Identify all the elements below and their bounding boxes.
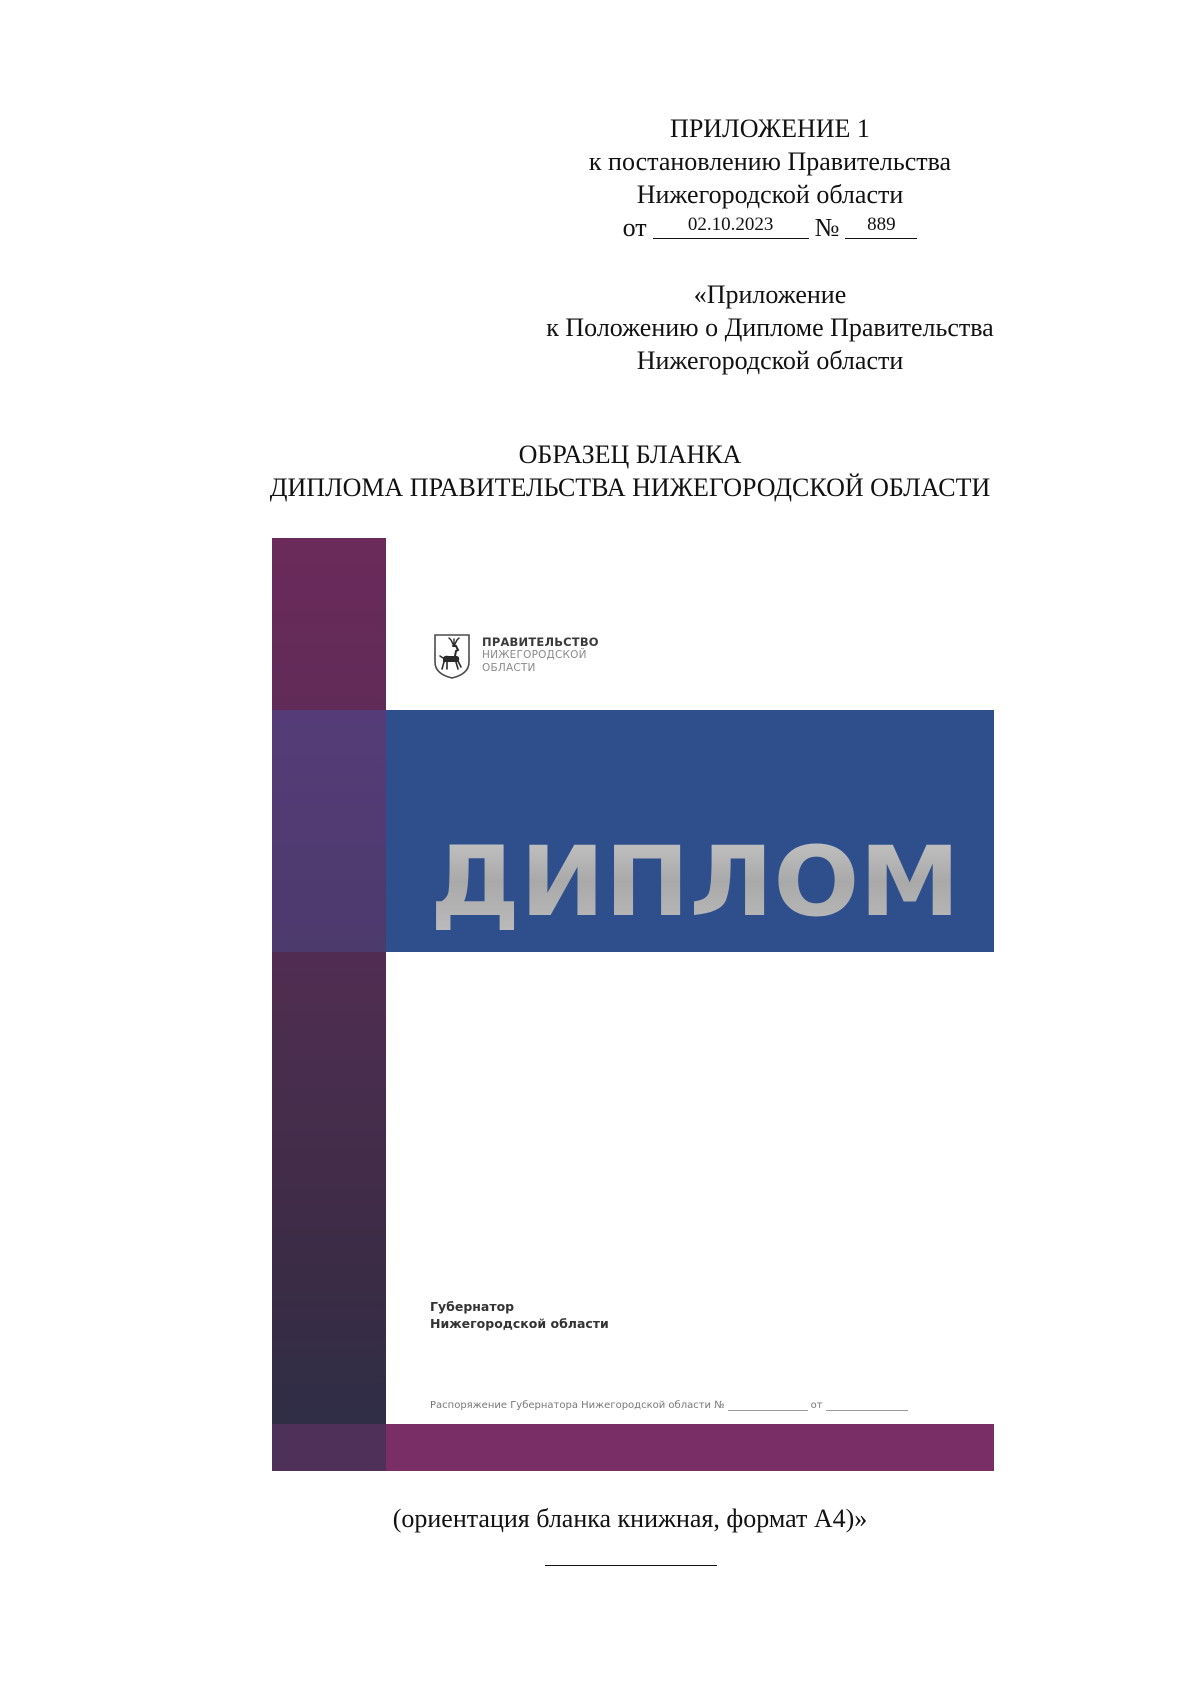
order-date-blank [826, 1400, 908, 1411]
governor-region: Нижегородской области [430, 1316, 609, 1331]
logo-line-oblast: ОБЛАСТИ [482, 662, 536, 674]
governor-order-text: Распоряжение Губернатора Нижегородской области № [430, 1400, 725, 1411]
appendix-title: ПРИЛОЖЕНИЕ 1 [670, 114, 870, 143]
governor-signature-block [430, 1298, 609, 1332]
diploma-left-stripe-band [272, 710, 386, 952]
diploma-left-stripe [272, 538, 386, 1471]
orientation-note: (ориентация бланка книжная, формат А4)» [392, 1504, 868, 1533]
government-logo-text [482, 636, 652, 675]
appendix-header [540, 112, 1000, 244]
logo-line-government: ПРАВИТЕЛЬСТВО [482, 635, 599, 649]
number-field: 889 [845, 214, 917, 239]
order-number-blank [728, 1400, 808, 1411]
deer-emblem-icon [432, 632, 472, 680]
government-logo [432, 632, 642, 682]
number-label: № [814, 213, 840, 242]
order-from-label: от [810, 1400, 823, 1411]
governor-order-line [430, 1400, 908, 1411]
regulation-appendix-line3: Нижегородской области [636, 346, 904, 375]
diploma-blank-sample [272, 538, 994, 1471]
document-title [160, 438, 1100, 504]
diploma-bottom-band [386, 1424, 994, 1471]
diploma-left-stripe-footer [272, 1424, 386, 1471]
regulation-appendix-header [500, 278, 1040, 377]
from-label: от [622, 213, 647, 242]
end-divider [545, 1565, 717, 1566]
regulation-appendix-line2: к Положению о Дипломе Правительства [546, 313, 994, 342]
governor-title: Губернатор [430, 1299, 515, 1314]
appendix-region-line: Нижегородской области [636, 180, 904, 209]
logo-line-region: НИЖЕГОРОДСКОЙ [482, 649, 587, 661]
diploma-heading [430, 831, 970, 931]
document-title-line2: ДИПЛОМА ПРАВИТЕЛЬСТВА НИЖЕГОРОДСКОЙ ОБЛАСТИ [269, 473, 991, 502]
regulation-appendix-title: «Приложение [693, 280, 847, 309]
document-title-line1: ОБРАЗЕЦ БЛАНКА [518, 440, 742, 469]
appendix-resolution-line: к постановлению Правительства [588, 147, 952, 176]
diploma-heading-text: ДИПЛОМ [430, 831, 960, 931]
date-field: 02.10.2023 [653, 214, 809, 239]
date-number-line [540, 211, 1000, 244]
